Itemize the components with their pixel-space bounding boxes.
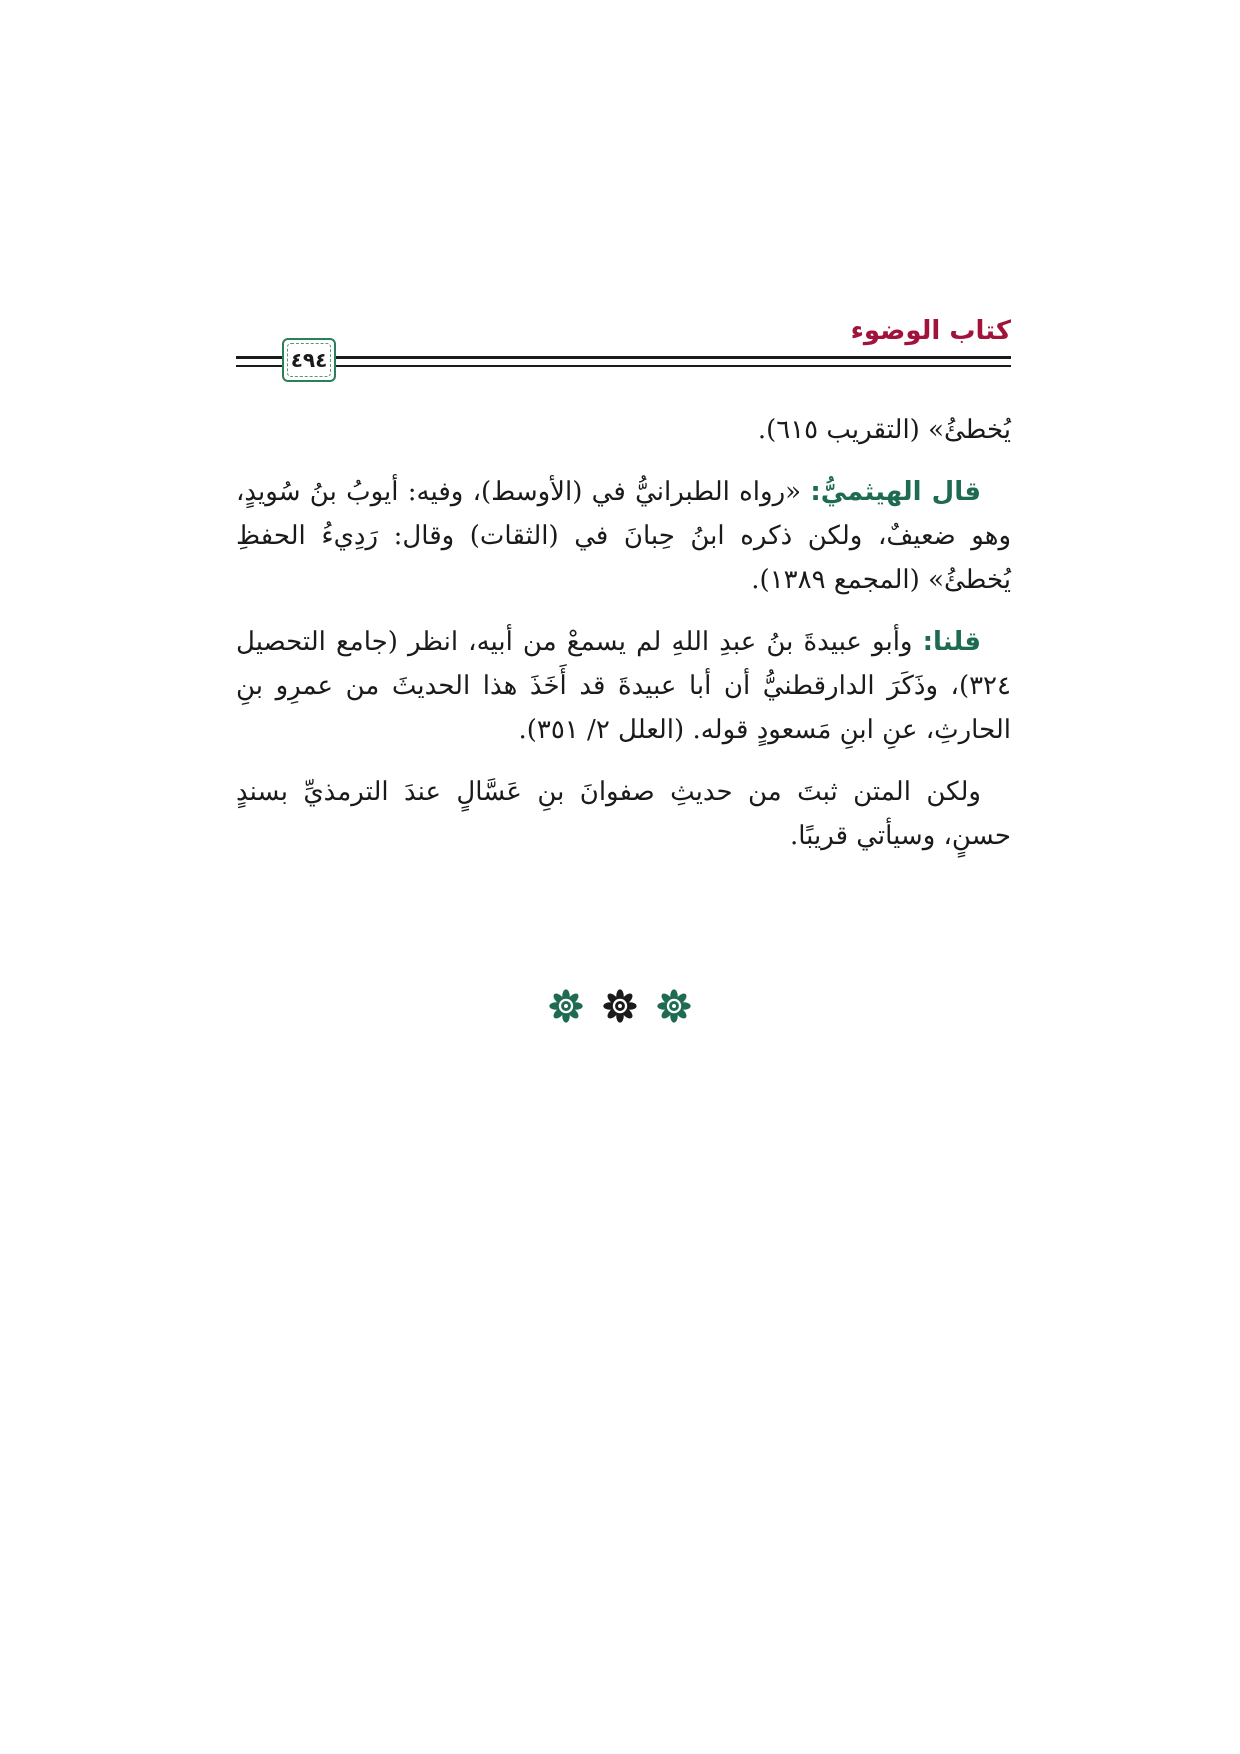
page-header (236, 316, 1011, 388)
page-number-frame (282, 338, 336, 382)
paragraph-text: ولكن المتن ثبتَ من حديثِ صفوانَ بنِ عَسَّالٍ عندَ الترمذيِّ بسندٍ حسنٍ، وسيأتي قريبًا. (236, 777, 1011, 851)
floral-ornament-icon (548, 988, 584, 1024)
paragraph-label: قلنا: (922, 627, 981, 657)
paragraph-label: قال الهيثميُّ: (810, 477, 981, 507)
paragraph-1 (236, 408, 1011, 452)
header-rule-bottom (236, 365, 1011, 367)
paragraph-2 (236, 470, 1011, 602)
page-number: ٤٩٤ (290, 348, 328, 372)
paragraph-text: يُخطئُ» (التقريب ٦١٥). (757, 415, 1011, 445)
header-rule-top (236, 356, 1011, 359)
section-end-ornaments (0, 988, 1240, 1024)
paragraph-text: وأبو عبيدةَ بنُ عبدِ اللهِ لم يسمعْ من أبيه، انظر (جامع التحصيل ٣٢٤)، وذَكَرَ الدارقطنيُّ أن أبا عبيدةَ قد أَخَذَ هذا الحديثَ من عمرِو بنِ الحارثِ، عنِ ابنِ مَسعودٍ قوله. (العلل ٢/ ٣٥١). (236, 627, 1011, 745)
book-title: كتاب الوضوء (850, 316, 1011, 346)
floral-ornament-icon (656, 988, 692, 1024)
floral-ornament-icon (602, 988, 638, 1024)
paragraph-4 (236, 770, 1011, 858)
page-body (236, 408, 1011, 876)
paragraph-3 (236, 620, 1011, 752)
paragraph-text: «رواه الطبرانيُّ في (الأوسط)، وفيه: أيوبُ بنُ سُويدٍ، وهو ضعيفٌ، ولكن ذكره ابنُ حِبانَ في (الثقات) وقال: رَدِيءُ الحفظِ يُخطئُ» (المجمع ١٣٨٩). (236, 477, 1011, 595)
